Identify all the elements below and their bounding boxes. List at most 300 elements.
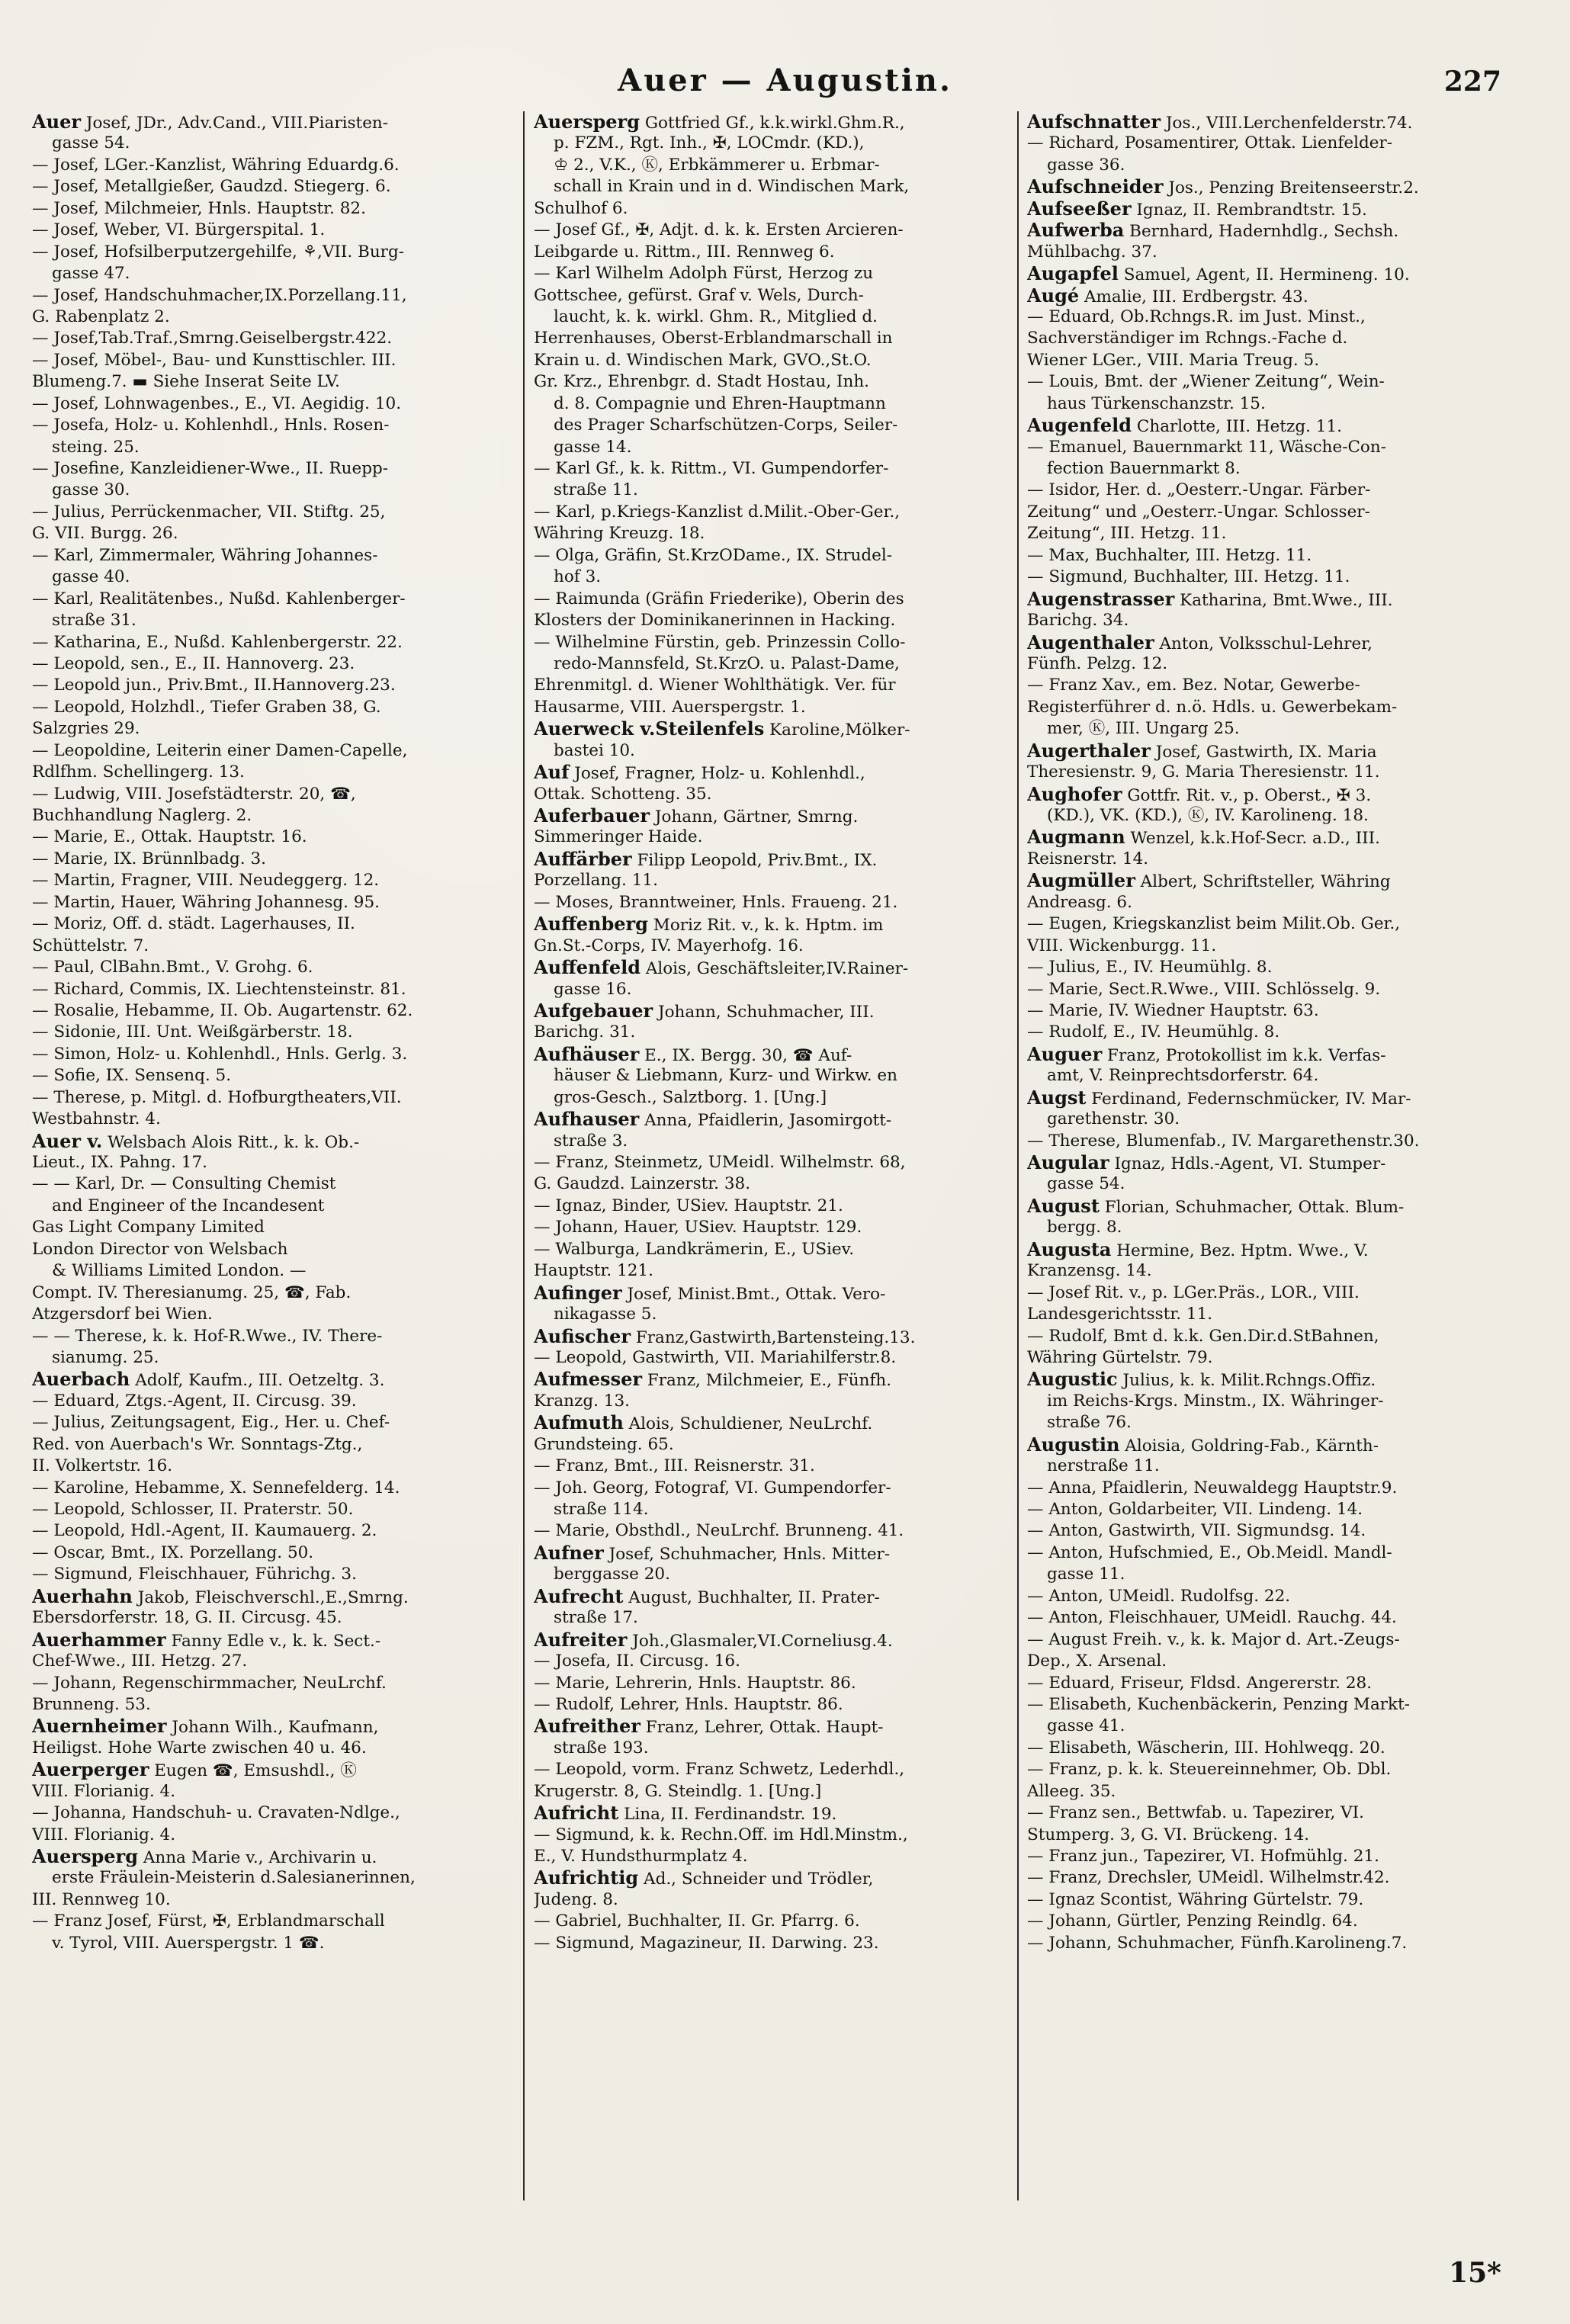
entry-surname: Auffenberg bbox=[534, 913, 648, 936]
entry-surname: Augular bbox=[1027, 1151, 1109, 1173]
directory-line: straße 193. bbox=[554, 1738, 649, 1757]
directory-line: — Franz, Drechsler, UMeidl. Wilhelmstr.42. bbox=[1027, 1868, 1390, 1888]
directory-line: Gas Light Company Limited bbox=[32, 1218, 265, 1237]
entry-surname: Auer v. bbox=[32, 1129, 103, 1152]
entry-surname: Aufschneider bbox=[1027, 175, 1164, 198]
directory-line: — — Therese, k. k. Hof-R.Wwe., IV. There- bbox=[32, 1326, 383, 1346]
directory-line: hof 3. bbox=[554, 567, 602, 587]
directory-line: Auerhahn Jakob, Fleischverschl.,E.,Smrng. bbox=[32, 1584, 409, 1607]
directory-line: — Johann, Gürtler, Penzing Reindlg. 64. bbox=[1027, 1912, 1358, 1931]
entry-surname: Aufmuth bbox=[534, 1411, 624, 1434]
entry-surname: Aughofer bbox=[1027, 782, 1122, 805]
directory-line: Schüttelstr. 7. bbox=[32, 936, 149, 955]
directory-line: Wiener LGer., VIII. Maria Treug. 5. bbox=[1027, 350, 1320, 370]
directory-line: steing. 25. bbox=[52, 437, 140, 457]
directory-line: — August Freih. v., k. k. Major d. Art.-Zeugs- bbox=[1027, 1629, 1400, 1649]
directory-line: — Marie, Sect.R.Wwe., VIII. Schlösselg. 9. bbox=[1027, 979, 1381, 999]
entry-surname: Augenfeld bbox=[1027, 414, 1132, 437]
directory-line: Stumperg. 3, G. VI. Brückeng. 14. bbox=[1027, 1825, 1310, 1844]
directory-line: Auguer Franz, Protokollist im k.k. Verfas- bbox=[1027, 1042, 1386, 1065]
directory-line: Ehrenmitgl. d. Wiener Wohlthätigk. Ver. für bbox=[534, 676, 896, 695]
directory-line: — Leopold, Gastwirth, VII. Mariahilferstr.8. bbox=[534, 1347, 897, 1367]
entry-surname: Auferbauer bbox=[534, 804, 650, 827]
directory-line: Westbahnstr. 4. bbox=[32, 1109, 161, 1129]
directory-line: Krugerstr. 8, G. Steindlg. 1. [Ung.] bbox=[534, 1781, 822, 1801]
directory-line: — Max, Buchhalter, III. Hetzg. 11. bbox=[1027, 545, 1312, 565]
directory-line: Aufgebauer Johann, Schuhmacher, III. bbox=[534, 999, 875, 1022]
directory-line: — Julius, Perrückenmacher, VII. Stiftg. 25, bbox=[32, 502, 386, 522]
directory-line: Augenstrasser Katharina, Bmt.Wwe., III. bbox=[1027, 587, 1393, 610]
directory-line: — Marie, IX. Brünnlbadg. 3. bbox=[32, 849, 266, 868]
directory-line: — Eugen, Kriegskanzlist beim Milit.Ob. Ger., bbox=[1027, 914, 1401, 934]
directory-line: Aufwerba Bernhard, Hadernhdlg., Sechsh. bbox=[1027, 219, 1399, 242]
directory-line: VIII. Wickenburgg. 11. bbox=[1027, 936, 1217, 955]
directory-line: — Julius, E., IV. Heumühlg. 8. bbox=[1027, 958, 1273, 977]
directory-line: — Karoline, Hebamme, X. Sennefelderg. 14. bbox=[32, 1478, 400, 1497]
directory-line: Augustic Julius, k. k. Milit.Rchngs.Offiz. bbox=[1027, 1368, 1376, 1391]
directory-line: Aufrecht August, Buchhalter, II. Prater- bbox=[534, 1584, 880, 1607]
entry-surname: Augustic bbox=[1027, 1368, 1118, 1391]
directory-line: Auerbach Adolf, Kaufm., III. Oetzeltg. 3. bbox=[32, 1368, 385, 1391]
entry-surname: Auernheimer bbox=[32, 1715, 167, 1738]
directory-line: — Sigmund, k. k. Rechn.Off. im Hdl.Minstm., bbox=[534, 1825, 908, 1844]
directory-line: Auffenfeld Alois, Geschäftsleiter,IV.Rainer- bbox=[534, 956, 909, 979]
directory-line: — Josef, Lohnwagenbes., E., VI. Aegidig. 10. bbox=[32, 393, 402, 413]
directory-line: — Richard, Commis, IX. Liechtensteinstr. 81. bbox=[32, 979, 406, 999]
directory-line: Reisnerstr. 14. bbox=[1027, 849, 1149, 868]
directory-line: Aufreiter Joh.,Glasmaler,VI.Corneliusg.4. bbox=[534, 1628, 893, 1651]
directory-line: — Sigmund, Fleischhauer, Führichg. 3. bbox=[32, 1565, 357, 1584]
directory-line: — Eduard, Ztgs.-Agent, II. Circusg. 39. bbox=[32, 1391, 357, 1411]
entry-surname: Auerweck v.Steilenfels bbox=[534, 717, 765, 740]
directory-line: Augmann Wenzel, k.k.Hof-Secr. a.D., III. bbox=[1027, 826, 1380, 849]
directory-line: — Marie, IV. Wiedner Hauptstr. 63. bbox=[1027, 1000, 1319, 1020]
directory-line: — Leopold, vorm. Franz Schwetz, Lederhdl., bbox=[534, 1760, 905, 1780]
directory-line: Aufhauser Anna, Pfaidlerin, Jasomirgott- bbox=[534, 1108, 892, 1131]
entry-surname: Aufmesser bbox=[534, 1368, 642, 1391]
directory-line: — — Karl, Dr. — Consulting Chemist bbox=[32, 1174, 336, 1194]
directory-line: Alleeg. 35. bbox=[1027, 1781, 1116, 1801]
directory-line: gasse 41. bbox=[1047, 1716, 1125, 1736]
directory-line: Aufrichtig Ad., Schneider und Trödler, bbox=[534, 1867, 874, 1889]
directory-line: redo-Mannsfeld, St.KrzO. u. Palast-Dame, bbox=[554, 653, 900, 673]
directory-line: Fünfh. Pelzg. 12. bbox=[1027, 653, 1168, 673]
directory-line: — Franz, p. k. k. Steuereinnehmer, Ob. Dbl. bbox=[1027, 1760, 1392, 1780]
directory-line: des Prager Scharfschützen-Corps, Seiler- bbox=[554, 416, 898, 435]
directory-line: — Josef,Tab.Traf.,Smrng.Geiselbergstr.422. bbox=[32, 329, 393, 348]
directory-line: mer, Ⓚ, III. Ungarg 25. bbox=[1047, 719, 1240, 739]
directory-line: Chef-Wwe., III. Hetzg. 27. bbox=[32, 1652, 248, 1671]
directory-line: G. VII. Burgg. 26. bbox=[32, 524, 178, 544]
directory-line: Porzellang. 11. bbox=[534, 871, 658, 891]
directory-line: — Rudolf, Lehrer, Hnls. Hauptstr. 86. bbox=[534, 1694, 843, 1714]
directory-line: — Anton, UMeidl. Rudolfsg. 22. bbox=[1027, 1586, 1291, 1606]
directory-line: Aufhäuser E., IX. Bergg. 30, ☎ Auf- bbox=[534, 1042, 852, 1065]
directory-line: Augenthaler Anton, Volksschul-Lehrer, bbox=[1027, 631, 1373, 653]
directory-line: gasse 54. bbox=[1047, 1174, 1125, 1194]
directory-line: — Anna, Pfaidlerin, Neuwaldegg Hauptstr.9. bbox=[1027, 1478, 1398, 1497]
directory-line: Salzgries 29. bbox=[32, 719, 140, 739]
directory-line: Klosters der Dominikanerinnen in Hacking. bbox=[534, 611, 896, 631]
directory-line: laucht, k. k. wirkl. Ghm. R., Mitglied d. bbox=[554, 307, 878, 326]
directory-line: Aufner Josef, Schuhmacher, Hnls. Mitter- bbox=[534, 1541, 891, 1564]
entry-surname: Auerhahn bbox=[32, 1584, 133, 1607]
directory-line: — Ludwig, VIII. Josefstädterstr. 20, ☎, bbox=[32, 784, 356, 804]
directory-line: Augapfel Samuel, Agent, II. Hermineng. 10. bbox=[1027, 262, 1410, 285]
directory-line: — Moriz, Off. d. städt. Lagerhauses, II. bbox=[32, 914, 355, 934]
running-title: Auer — Augustin. bbox=[618, 63, 952, 98]
directory-line: Auerperger Eugen ☎, Emsushdl., Ⓚ bbox=[32, 1758, 357, 1781]
directory-line: Aufinger Josef, Minist.Bmt., Ottak. Vero- bbox=[534, 1281, 886, 1304]
entry-surname: Augustin bbox=[1027, 1433, 1120, 1456]
directory-line: Brunneng. 53. bbox=[32, 1694, 151, 1714]
directory-line: — Johann, Hauer, USiev. Hauptstr. 129. bbox=[534, 1218, 862, 1237]
directory-line: — Gabriel, Buchhalter, II. Gr. Pfarrg. 6. bbox=[534, 1912, 860, 1931]
directory-line: — Franz sen., Bettwfab. u. Tapezirer, VI. bbox=[1027, 1803, 1365, 1823]
directory-line: Dep., X. Arsenal. bbox=[1027, 1652, 1167, 1671]
directory-line: berggasse 20. bbox=[554, 1565, 670, 1584]
directory-line: — Sofie, IX. Sensenq. 5. bbox=[32, 1066, 232, 1086]
directory-line: Gr. Krz., Ehrenbgr. d. Stadt Hostau, Inh. bbox=[534, 372, 870, 392]
directory-line: — Richard, Posamentirer, Ottak. Lienfelder- bbox=[1027, 133, 1392, 153]
entry-surname: Auffärber bbox=[534, 847, 632, 870]
directory-line: — Josef, Möbel-, Bau- und Kunsttischler. III. bbox=[32, 350, 397, 370]
directory-line: — Josef, Handschuhmacher,IX.Porzellang.11, bbox=[32, 285, 407, 305]
directory-line: Mühlbachg. 37. bbox=[1027, 242, 1157, 262]
entry-surname: Aufwerba bbox=[1027, 219, 1125, 242]
directory-line: Kranzensg. 14. bbox=[1027, 1261, 1152, 1281]
directory-line: Zeitung“ und „Oesterr.-Ungar. Schlosser- bbox=[1027, 502, 1370, 522]
directory-line: p. FZM., Rgt. Inh., ✠, LOCmdr. (KD.), bbox=[554, 133, 865, 153]
page-number: 227 bbox=[1443, 66, 1501, 98]
directory-line: Augé Amalie, III. Erdbergstr. 43. bbox=[1027, 284, 1308, 307]
directory-line: Aufischer Franz,Gastwirth,Bartensteing.13. bbox=[534, 1324, 916, 1347]
directory-line: — Karl Wilhelm Adolph Fürst, Herzog zu bbox=[534, 264, 874, 284]
directory-line: Grundsteing. 65. bbox=[534, 1434, 674, 1454]
entry-surname: Auffenfeld bbox=[534, 956, 641, 979]
directory-line: (KD.), VK. (KD.), Ⓚ, IV. Karolineng. 18. bbox=[1047, 806, 1369, 825]
directory-line: Andreasg. 6. bbox=[1027, 892, 1132, 912]
directory-line: straße 76. bbox=[1047, 1413, 1132, 1433]
directory-line: — Sidonie, III. Unt. Weißgärberstr. 18. bbox=[32, 1022, 353, 1042]
entry-surname: Auer bbox=[32, 111, 81, 133]
directory-line: London Director von Welsbach bbox=[32, 1239, 288, 1259]
directory-line: gasse 30. bbox=[52, 480, 130, 500]
entry-surname: Auersperg bbox=[32, 1845, 138, 1867]
entry-surname: Aufschnatter bbox=[1027, 111, 1161, 133]
directory-line: — Josef, Hofsilberputzergehilfe, ⚘,VII. Burg- bbox=[32, 242, 404, 262]
directory-line: — Anton, Hufschmied, E., Ob.Meidl. Mandl- bbox=[1027, 1542, 1392, 1562]
directory-line: — Therese, Blumenfab., IV. Margarethenstr.30. bbox=[1027, 1131, 1420, 1151]
entry-surname: Aufseeßer bbox=[1027, 197, 1132, 220]
directory-line: im Reichs-Krgs. Minstm., IX. Währinger- bbox=[1047, 1391, 1384, 1411]
directory-line: — Walburga, Landkrämerin, E., USiev. bbox=[534, 1239, 855, 1259]
directory-line: bergg. 8. bbox=[1047, 1218, 1122, 1237]
directory-line: Augenfeld Charlotte, III. Hetzg. 11. bbox=[1027, 414, 1342, 437]
directory-line: — Josef, Metallgießer, Gaudzd. Stiegerg. 6. bbox=[32, 177, 391, 197]
entry-surname: Augenstrasser bbox=[1027, 587, 1175, 610]
entry-surname: Auf bbox=[534, 761, 570, 784]
directory-line: — Josef Rit. v., p. LGer.Präs., LOR., VIII. bbox=[1027, 1282, 1360, 1302]
directory-line: Schulhof 6. bbox=[534, 198, 628, 218]
directory-line: — Olga, Gräfin, St.KrzODame., IX. Strudel- bbox=[534, 545, 892, 565]
directory-line: G. Gaudzd. Lainzerstr. 38. bbox=[534, 1174, 751, 1194]
directory-line: — Karl, p.Kriegs-Kanzlist d.Milit.-Ober-Ger., bbox=[534, 502, 901, 522]
directory-line: gros-Gesch., Salztborg. 1. [Ung.] bbox=[554, 1087, 827, 1107]
directory-line: Aufricht Lina, II. Ferdinandstr. 19. bbox=[534, 1802, 837, 1825]
directory-line: — Ignaz, Binder, USiev. Hauptstr. 21. bbox=[534, 1196, 843, 1215]
directory-line: gasse 11. bbox=[1047, 1565, 1125, 1584]
directory-line: Auffärber Filipp Leopold, Priv.Bmt., IX. bbox=[534, 847, 878, 870]
directory-line: Währing Gürtelstr. 79. bbox=[1027, 1347, 1213, 1367]
entry-surname: Aufhauser bbox=[534, 1108, 640, 1131]
directory-line: — Emanuel, Bauernmarkt 11, Wäsche-Con- bbox=[1027, 437, 1386, 457]
column-2 bbox=[534, 111, 1026, 1954]
directory-line: Auer Josef, JDr., Adv.Cand., VIII.Piaristen- bbox=[32, 111, 389, 133]
directory-line: straße 114. bbox=[554, 1500, 649, 1519]
directory-line: — Elisabeth, Wäscherin, III. Hohlweqg. 20. bbox=[1027, 1738, 1385, 1757]
directory-line: ♔ 2., V.K., Ⓚ, Erbkämmerer u. Erbmar- bbox=[554, 155, 880, 175]
entry-surname: Aufreither bbox=[534, 1715, 641, 1738]
directory-line: VIII. Florianig. 4. bbox=[32, 1825, 176, 1844]
directory-line: — Franz, Bmt., III. Reisnerstr. 31. bbox=[534, 1456, 815, 1476]
directory-line: — Sigmund, Buchhalter, III. Hetzg. 11. bbox=[1027, 567, 1350, 587]
entry-surname: Aufner bbox=[534, 1541, 604, 1564]
directory-line: — Franz Josef, Fürst, ✠, Erblandmarschall bbox=[32, 1912, 385, 1931]
directory-line: nikagasse 5. bbox=[554, 1305, 657, 1324]
entry-surname: Aufischer bbox=[534, 1324, 631, 1347]
directory-line: — Marie, E., Ottak. Hauptstr. 16. bbox=[32, 827, 307, 847]
directory-line: Heiligst. Hohe Warte zwischen 40 u. 46. bbox=[32, 1738, 367, 1757]
directory-line: Herrenhauses, Oberst-Erblandmarschall in bbox=[534, 329, 893, 348]
directory-line: sianumg. 25. bbox=[52, 1347, 159, 1367]
directory-line: — Leopold jun., Priv.Bmt., II.Hannoverg.23. bbox=[32, 676, 396, 695]
directory-line: garethenstr. 30. bbox=[1047, 1109, 1180, 1129]
directory-line: Blumeng.7. ▬ Siehe Inserat Seite LV. bbox=[32, 372, 340, 392]
directory-line: Compt. IV. Theresianumg. 25, ☎, Fab. bbox=[32, 1282, 352, 1302]
entry-surname: Aufinger bbox=[534, 1281, 622, 1304]
directory-line: — Johanna, Handschuh- u. Cravaten-Ndlge., bbox=[32, 1803, 400, 1823]
directory-line: Augusta Hermine, Bez. Hptm. Wwe., V. bbox=[1027, 1237, 1369, 1260]
directory-line: Auer v. Welsbach Alois Ritt., k. k. Ob.- bbox=[32, 1129, 360, 1152]
directory-line: Augular Ignaz, Hdls.-Agent, VI. Stumper- bbox=[1027, 1151, 1386, 1173]
directory-line: Gottschee, gefürst. Graf v. Wels, Durch- bbox=[534, 285, 864, 305]
directory-line: Registerführer d. n.ö. Hdls. u. Gewerbekam- bbox=[1027, 697, 1398, 717]
directory-line: Aughofer Gottfr. Rit. v., p. Oberst., ✠ 3. bbox=[1027, 782, 1372, 805]
directory-line: Rdlfhm. Schellingerg. 13. bbox=[32, 762, 245, 782]
directory-line: — Josef, Weber, VI. Bürgerspital. 1. bbox=[32, 220, 326, 240]
entry-surname: Augmüller bbox=[1027, 869, 1135, 892]
column-divider bbox=[523, 111, 525, 2200]
directory-line: — Therese, p. Mitgl. d. Hofburgtheaters,VII. bbox=[32, 1087, 402, 1107]
directory-line: Landesgerichtsstr. 11. bbox=[1027, 1305, 1213, 1324]
directory-line: G. Rabenplatz 2. bbox=[32, 307, 170, 326]
directory-line: — Karl, Zimmermaler, Währing Johannes- bbox=[32, 545, 378, 565]
directory-line: Auersperg Anna Marie v., Archivarin u. bbox=[32, 1845, 377, 1867]
directory-line: Zeitung“, III. Hetzg. 11. bbox=[1027, 524, 1227, 544]
directory-line: Theresienstr. 9, G. Maria Theresienstr. 11. bbox=[1027, 762, 1380, 782]
directory-line: E., V. Hundsthurmplatz 4. bbox=[534, 1847, 748, 1866]
directory-line: — Raimunda (Gräfin Friederike), Oberin des bbox=[534, 589, 904, 608]
directory-line: Hausarme, VIII. Auerspergstr. 1. bbox=[534, 697, 806, 717]
directory-line: Aufschneider Jos., Penzing Breitenseerstr.2. bbox=[1027, 175, 1419, 198]
entry-surname: Augenthaler bbox=[1027, 631, 1154, 653]
directory-line: Barichg. 34. bbox=[1027, 611, 1129, 631]
directory-line: — Moses, Branntweiner, Hnls. Fraueng. 21. bbox=[534, 892, 898, 912]
entry-surname: Aufgebauer bbox=[534, 999, 653, 1022]
directory-line: Aufmuth Alois, Schuldiener, NeuLrchf. bbox=[534, 1411, 873, 1434]
page-header bbox=[0, 63, 1570, 108]
directory-line: — Leopold, Hdl.-Agent, II. Kaumauerg. 2. bbox=[32, 1521, 377, 1541]
directory-line: — Marie, Obsthdl., NeuLrchf. Brunneng. 41. bbox=[534, 1521, 904, 1541]
directory-line: — Rudolf, E., IV. Heumühlg. 8. bbox=[1027, 1022, 1280, 1042]
entry-surname: Augst bbox=[1027, 1086, 1087, 1109]
directory-line: — Martin, Hauer, Währing Johannesg. 95. bbox=[32, 892, 380, 912]
directory-line: — Leopold, sen., E., II. Hannoverg. 23. bbox=[32, 653, 355, 673]
directory-line: Barichg. 31. bbox=[534, 1022, 636, 1042]
directory-line: — Josef, LGer.-Kanzlist, Währing Eduardg.6. bbox=[32, 155, 400, 175]
directory-line: Auf Josef, Fragner, Holz- u. Kohlenhdl., bbox=[534, 761, 865, 784]
directory-line: Atzgersdorf bei Wien. bbox=[32, 1305, 213, 1324]
directory-line: — Marie, Lehrerin, Hnls. Hauptstr. 86. bbox=[534, 1673, 856, 1693]
directory-line: — Franz Xav., em. Bez. Notar, Gewerbe- bbox=[1027, 676, 1360, 695]
directory-line: — Josefa, II. Circusg. 16. bbox=[534, 1652, 740, 1671]
directory-line: — Johann, Schuhmacher, Fünfh.Karolineng.7. bbox=[1027, 1933, 1408, 1953]
directory-line: — Elisabeth, Kuchenbäckerin, Penzing Markt- bbox=[1027, 1694, 1410, 1714]
directory-line: — Leopold, Holzhdl., Tiefer Graben 38, G. bbox=[32, 697, 381, 717]
directory-line: häuser & Liebmann, Kurz- und Wirkw. en bbox=[554, 1066, 897, 1086]
directory-line: Aufmesser Franz, Milchmeier, E., Fünfh. bbox=[534, 1368, 892, 1391]
directory-line: — Franz jun., Tapezirer, VI. Hofmühlg. 21. bbox=[1027, 1847, 1379, 1866]
directory-line: II. Volkertstr. 16. bbox=[32, 1456, 173, 1476]
directory-line: v. Tyrol, VIII. Auerspergstr. 1 ☎. bbox=[52, 1933, 325, 1953]
directory-line: — Ignaz Scontist, Währing Gürtelstr. 79. bbox=[1027, 1889, 1364, 1909]
directory-line: gasse 40. bbox=[52, 567, 130, 587]
directory-line: — Rudolf, Bmt d. k.k. Gen.Dir.d.StBahnen, bbox=[1027, 1326, 1379, 1346]
directory-line: straße 17. bbox=[554, 1608, 638, 1628]
directory-line: d. 8. Compagnie und Ehren-Hauptmann bbox=[554, 393, 886, 413]
directory-line: & Williams Limited London. — bbox=[52, 1261, 307, 1281]
directory-line: — Franz, Steinmetz, UMeidl. Wilhelmstr. 68, bbox=[534, 1153, 906, 1172]
directory-line: — Josefa, Holz- u. Kohlenhdl., Hnls. Rosen- bbox=[32, 416, 390, 435]
directory-line: Aufseeßer Ignaz, II. Rembrandtstr. 15. bbox=[1027, 197, 1367, 220]
directory-line: Krain u. d. Windischen Mark, GVO.,St.O. bbox=[534, 350, 872, 370]
directory-line: Buchhandlung Naglerg. 2. bbox=[32, 806, 252, 825]
entry-surname: Aufrichtig bbox=[534, 1867, 639, 1889]
directory-line: Ebersdorferstr. 18, G. II. Circusg. 45. bbox=[32, 1608, 342, 1628]
directory-line: — Johann, Regenschirmmacher, NeuLrchf. bbox=[32, 1673, 387, 1693]
directory-line: — Sigmund, Magazineur, II. Darwing. 23. bbox=[534, 1933, 879, 1953]
entry-surname: Aufreiter bbox=[534, 1628, 628, 1651]
entry-surname: Aufrecht bbox=[534, 1584, 624, 1607]
directory-line: Hauptstr. 121. bbox=[534, 1261, 653, 1281]
directory-line: Judeng. 8. bbox=[534, 1889, 618, 1909]
directory-line: Aufschnatter Jos., VIII.Lerchenfelderstr.74. bbox=[1027, 111, 1413, 133]
directory-line: — Anton, Fleischhauer, UMeidl. Rauchg. 44. bbox=[1027, 1608, 1397, 1628]
directory-line: Auferbauer Johann, Gärtner, Smrng. bbox=[534, 804, 859, 827]
directory-line: — Josef Gf., ✠, Adjt. d. k. k. Ersten Arcieren- bbox=[534, 220, 904, 240]
entry-surname: Augapfel bbox=[1027, 262, 1119, 285]
directory-line: — Paul, ClBahn.Bmt., V. Grohg. 6. bbox=[32, 958, 313, 977]
directory-line: VIII. Florianig. 4. bbox=[32, 1781, 176, 1801]
entry-surname: Augerthaler bbox=[1027, 739, 1151, 762]
directory-line: gasse 14. bbox=[554, 437, 632, 457]
directory-line: — Joh. Georg, Fotograf, VI. Gumpendorfer- bbox=[534, 1478, 891, 1497]
directory-line: — Anton, Goldarbeiter, VII. Lindeng. 14. bbox=[1027, 1500, 1363, 1519]
directory-line: — Josefine, Kanzleidiener-Wwe., II. Ruepp- bbox=[32, 459, 388, 478]
directory-line: schall in Krain und in d. Windischen Mark, bbox=[554, 177, 910, 197]
directory-line: gasse 47. bbox=[52, 264, 130, 284]
directory-line: — Wilhelmine Fürstin, geb. Prinzessin Collo- bbox=[534, 632, 906, 652]
directory-line: straße 31. bbox=[52, 611, 136, 631]
column-3 bbox=[1027, 111, 1519, 1954]
column-1 bbox=[32, 111, 524, 1954]
entry-surname: Auerbach bbox=[32, 1368, 130, 1391]
directory-line: — Leopoldine, Leiterin einer Damen-Capelle, bbox=[32, 740, 408, 760]
entry-surname: Augusta bbox=[1027, 1237, 1112, 1260]
directory-line: Simmeringer Haide. bbox=[534, 827, 703, 847]
directory-line: bastei 10. bbox=[554, 740, 635, 760]
directory-line: — Karl, Realitätenbes., Nußd. Kahlenberger- bbox=[32, 589, 406, 608]
directory-line: amt, V. Reinprechtsdorferstr. 64. bbox=[1047, 1066, 1319, 1086]
directory-line: — Josef, Milchmeier, Hnls. Hauptstr. 82. bbox=[32, 198, 366, 218]
directory-line: Auerweck v.Steilenfels Karoline,Mölker- bbox=[534, 717, 910, 740]
directory-line: Augustin Aloisia, Goldring-Fab., Kärnth- bbox=[1027, 1433, 1379, 1456]
directory-line: gasse 36. bbox=[1047, 155, 1125, 175]
directory-line: and Engineer of the Incandesent bbox=[52, 1196, 325, 1215]
directory-line: — Julius, Zeitungsagent, Eig., Her. u. Chef- bbox=[32, 1413, 390, 1433]
directory-line: gasse 16. bbox=[554, 979, 632, 999]
directory-line: haus Türkenschanzstr. 15. bbox=[1047, 393, 1266, 413]
directory-line: — Anton, Gastwirth, VII. Sigmundsg. 14. bbox=[1027, 1521, 1366, 1541]
directory-line: fection Bauernmarkt 8. bbox=[1047, 459, 1241, 478]
entry-surname: Aufricht bbox=[534, 1802, 619, 1825]
directory-line: — Simon, Holz- u. Kohlenhdl., Hnls. Gerlg. 3. bbox=[32, 1044, 408, 1064]
directory-line: Augmüller Albert, Schriftsteller, Währing bbox=[1027, 869, 1391, 892]
entry-surname: Auerperger bbox=[32, 1758, 149, 1781]
directory-line: — Karl Gf., k. k. Rittm., VI. Gumpendorfer- bbox=[534, 459, 889, 478]
directory-line: — Katharina, E., Nußd. Kahlenbergerstr. 22. bbox=[32, 632, 403, 652]
entry-surname: August bbox=[1027, 1194, 1100, 1217]
directory-line: — Eduard, Ob.Rchngs.R. im Just. Minst., bbox=[1027, 307, 1366, 326]
directory-line: — Isidor, Her. d. „Oesterr.-Ungar. Färber- bbox=[1027, 480, 1371, 500]
sheet-signature: 15* bbox=[1449, 2257, 1501, 2289]
directory-line: August Florian, Schuhmacher, Ottak. Blum- bbox=[1027, 1194, 1405, 1217]
directory-line: Sachverständiger im Rchngs.-Fache d. bbox=[1027, 329, 1348, 348]
entry-surname: Aufhäuser bbox=[534, 1042, 640, 1065]
directory-line: Red. von Auerbach's Wr. Sonntags-Ztg., bbox=[32, 1434, 363, 1454]
directory-line: — Oscar, Bmt., IX. Porzellang. 50. bbox=[32, 1542, 314, 1562]
directory-line: Auersperg Gottfried Gf., k.k.wirkl.Ghm.R., bbox=[534, 111, 905, 133]
directory-line: Augst Ferdinand, Federnschmücker, IV. Mar- bbox=[1027, 1086, 1411, 1109]
directory-line: Lieut., IX. Pahng. 17. bbox=[32, 1153, 207, 1172]
directory-line: Augerthaler Josef, Gastwirth, IX. Maria bbox=[1027, 739, 1377, 762]
directory-line: straße 3. bbox=[554, 1131, 628, 1151]
column-divider bbox=[1017, 111, 1019, 2200]
entry-surname: Auguer bbox=[1027, 1042, 1103, 1065]
directory-line: — Louis, Bmt. der „Wiener Zeitung“, Wein- bbox=[1027, 372, 1385, 392]
directory-line: Kranzg. 13. bbox=[534, 1391, 630, 1411]
entry-surname: Auersperg bbox=[534, 111, 640, 133]
directory-line: — Martin, Fragner, VIII. Neudeggerg. 12. bbox=[32, 871, 380, 891]
directory-line: Aufreither Franz, Lehrer, Ottak. Haupt- bbox=[534, 1715, 884, 1738]
directory-line: Auerhammer Fanny Edle v., k. k. Sect.- bbox=[32, 1628, 381, 1651]
directory-line: gasse 54. bbox=[52, 133, 130, 153]
directory-line: Auffenberg Moriz Rit. v., k. k. Hptm. im bbox=[534, 913, 884, 936]
entry-surname: Augmann bbox=[1027, 826, 1125, 849]
directory-line: — Rosalie, Hebamme, II. Ob. Augartenstr. 62. bbox=[32, 1000, 413, 1020]
directory-line: nerstraße 11. bbox=[1047, 1456, 1160, 1476]
